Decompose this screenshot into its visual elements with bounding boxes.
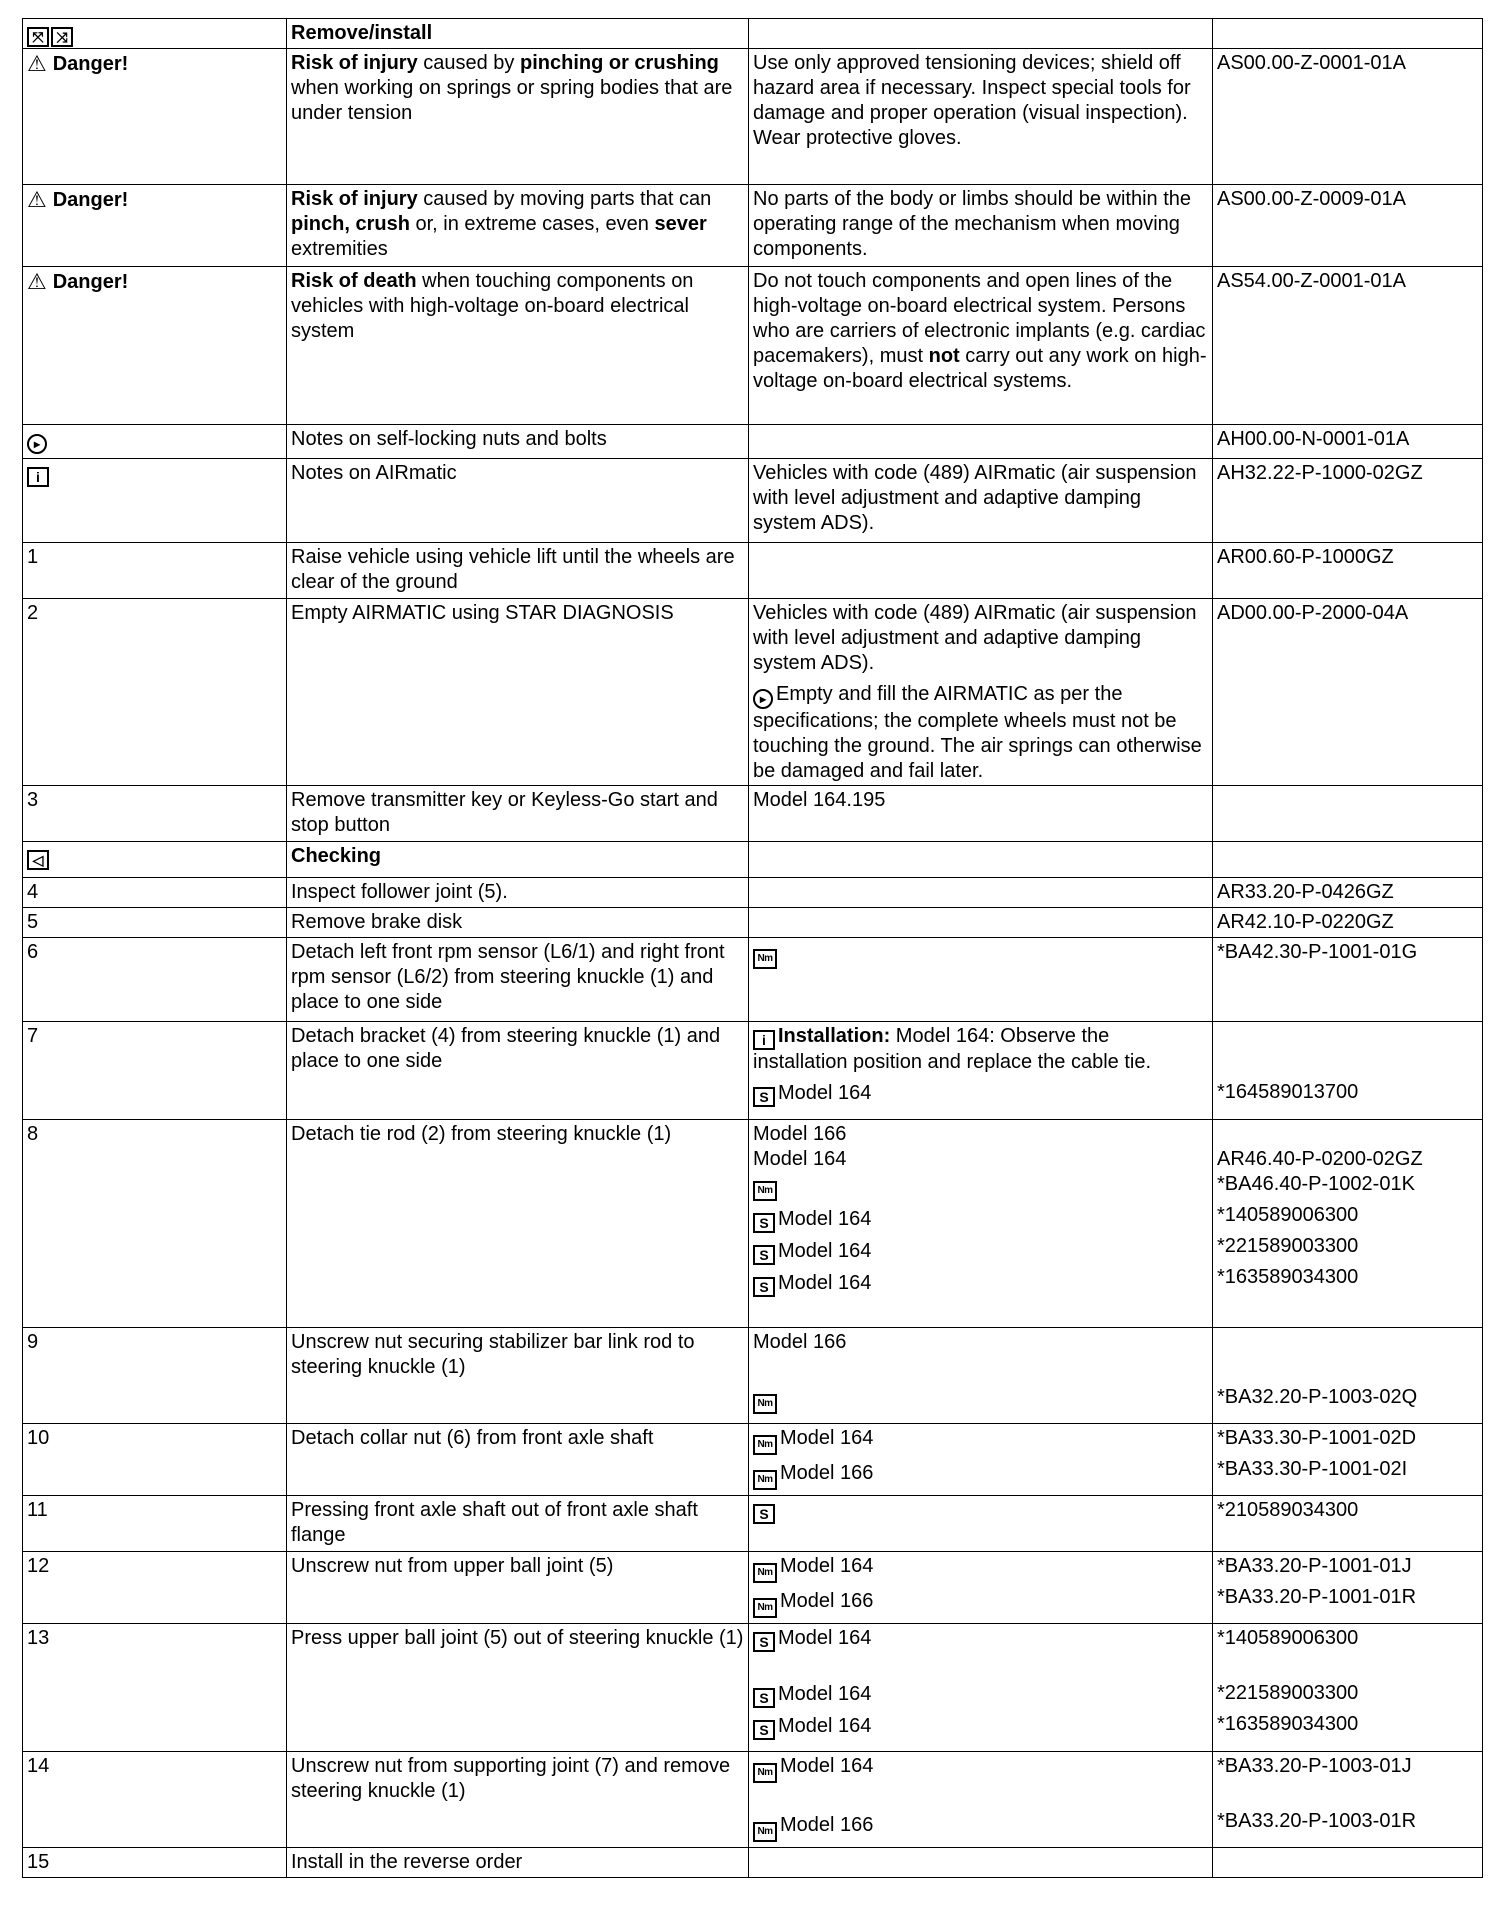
risk-measure: No parts of the body or limbs should be within the operating range of the mechanism when moving components. [749,185,1213,267]
header-row [23,19,1483,49]
step-row: 13 Press upper ball joint (5) out of steering knuckle (1) S Model 164 S Model 164 S Model 164 *140589006300 *221589003300 *163589034300 [23,1624,1483,1752]
special-tool-icon: S [753,1213,775,1233]
risk-measure: Use only approved tensioning devices; shield off hazard area if necessary. Inspect special tools for damage and proper operation (visual inspection). Wear protective gloves. [749,49,1213,185]
header-icons [23,19,287,49]
checking-icon: ◁ [27,850,49,870]
special-tool-icon: S [753,1087,775,1107]
checking-row: ◁ Checking [23,842,1483,878]
warning-triangle-icon: ⚠ [27,269,47,294]
info-icon: i [27,467,49,487]
torque-nm-icon: Nm [753,1470,777,1490]
step-row: 12 Unscrew nut from upper ball joint (5) Nm Model 164 Nm Model 166 *BA33.20-P-1001-01J *BA33.20-P-1001-01R [23,1552,1483,1624]
install-icon: ⤨ [51,27,73,47]
torque-nm-icon: Nm [753,1181,777,1201]
step-row: 5 Remove brake disk AR42.10-P-0220GZ [23,908,1483,938]
header-title: Remove/install [287,19,749,49]
torque-nm-icon: Nm [753,1563,777,1583]
special-tool-icon: S [753,1632,775,1652]
torque-nm-icon: Nm [753,949,777,969]
special-tool-icon: S [753,1277,775,1297]
torque-nm-icon: Nm [753,1822,777,1842]
risk-description: Risk of injury caused by pinching or crushing when working on springs or spring bodies that are under tension [287,49,749,185]
torque-nm-icon: Nm [753,1394,777,1414]
torque-nm-icon: Nm [753,1763,777,1783]
step-row: 1 Raise vehicle using vehicle lift until the wheels are clear of the ground AR00.60-P-1000GZ [23,543,1483,599]
risk-measure: Do not touch components and open lines of the high-voltage on-board electrical system. Persons who are carriers of electronic implants (e.g. cardiac pacemakers), must not carry out any work on high-voltage on-board electrical systems. [749,267,1213,425]
step-row: 4 Inspect follower joint (5). AR33.20-P-0426GZ [23,878,1483,908]
step-row: 6 Detach left front rpm sensor (L6/1) and right front rpm sensor (L6/2) from steering knuckle (1) and place to one side Nm *BA42.30-P-1001-01G [23,938,1483,1022]
note-row: ▸ Notes on self-locking nuts and bolts AH00.00-N-0001-01A [23,425,1483,459]
step-row: 7 Detach bracket (4) from steering knuckle (1) and place to one side i Installation: Model 164: Observe the installation position and replace the cable tie. S Model 164 *164589013700 [23,1022,1483,1120]
step-row: 2 Empty AIRMATIC using STAR DIAGNOSIS Vehicles with code (489) AIRmatic (air suspension with level adjustment and adaptive damping system ADS). ▸ Empty and fill the AIRMATIC as per the specifications; the complete wheels must not be touching the ground. The air springs can otherwise be damaged and fail later. AD00.00-P-2000-04A [23,599,1483,786]
special-tool-icon: S [753,1245,775,1265]
warning-triangle-icon: ⚠ [27,187,47,212]
note-circle-icon: ▸ [753,689,773,709]
note-circle-icon: ▸ [27,434,47,454]
risk-reference: AS00.00-Z-0001-01A [1213,49,1483,185]
danger-label: Danger! [52,53,129,75]
step-row: 8 Detach tie rod (2) from steering knuckle (1) Model 166 Model 164 Nm S Model 164 S Model 164 S Model 164 AR46.40-P-0200-02GZ *BA46.40-P-1002-01K *140589006300 *221589003300 *163589034300 [23,1120,1483,1328]
risk-description: Risk of death when touching components on vehicles with high-voltage on-board electrical system [287,267,749,425]
step-row: 10 Detach collar nut (6) from front axle shaft Nm Model 164 Nm Model 166 *BA33.30-P-1001-02D *BA33.30-P-1001-02I [23,1424,1483,1496]
torque-nm-icon: Nm [753,1435,777,1455]
danger-row [23,49,1483,185]
info-icon: i [753,1030,775,1050]
step-row: 15 Install in the reverse order [23,1848,1483,1878]
procedure-table [22,18,1483,1878]
warning-triangle-icon: ⚠ [27,51,47,76]
special-tool-icon: S [753,1504,775,1524]
danger-row [23,267,1483,425]
risk-reference: AS54.00-Z-0001-01A [1213,267,1483,425]
step-row: 14 Unscrew nut from supporting joint (7) and remove steering knuckle (1) Nm Model 164 Nm Model 166 *BA33.20-P-1003-01J *BA33.20-P-1003-01R [23,1752,1483,1848]
risk-reference: AS00.00-Z-0009-01A [1213,185,1483,267]
risk-description: Risk of injury caused by moving parts that can pinch, crush or, in extreme cases, even sever extremities [287,185,749,267]
danger-label: Danger! [52,271,129,293]
note-row: i Notes on AIRmatic Vehicles with code (489) AIRmatic (air suspension with level adjustment and adaptive damping system ADS). AH32.22-P-1000-02GZ [23,459,1483,543]
danger-row [23,185,1483,267]
special-tool-icon: S [753,1720,775,1740]
remove-icon: ⤧ [27,27,49,47]
step-row: 3 Remove transmitter key or Keyless-Go start and stop button Model 164.195 [23,786,1483,842]
special-tool-icon: S [753,1688,775,1708]
step-row: 11 Pressing front axle shaft out of front axle shaft flange S *210589034300 [23,1496,1483,1552]
step-row: 9 Unscrew nut securing stabilizer bar link rod to steering knuckle (1) Model 166 Nm *BA32.20-P-1003-02Q [23,1328,1483,1424]
torque-nm-icon: Nm [753,1598,777,1618]
danger-label: Danger! [52,189,129,211]
